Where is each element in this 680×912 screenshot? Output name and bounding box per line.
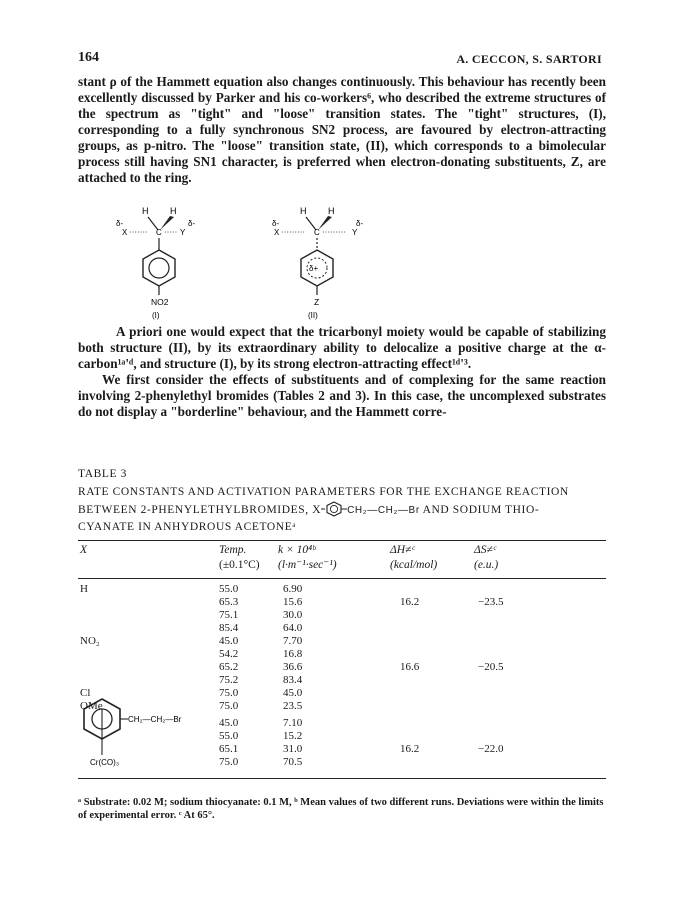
paragraph-2b: We first consider the effects of substituents and of complexing for the same reaction involving 2-phenylethyl bromides (Tables 2 and 3). In this case, the uncomplexed substrates do not display a "borderline" behaviour, and the Hammett corre-	[78, 372, 606, 419]
table-cell-ds: −22.0	[478, 743, 504, 755]
paragraph-1: stant ρ of the Hammett equation also changes continuously. This behaviour has recently been excellently discussed by Parker and his co-workers⁶, who described the extreme structures of the spectrum as "tight" and "loose" transition states. The "tight" structures, (I), corresponding to a fully synchronous SN2 process, are favoured by electron-attracting groups, as p-nitro. The "loose" transition state, (II), which corresponds to a bimolecular process still having SN1 character, is preferred when electron-donating substituents, Z, are attached to the ring.	[78, 74, 606, 185]
table-caption	[78, 484, 606, 536]
h-right: H	[328, 206, 335, 216]
table-cell-temp: 75.1	[219, 609, 239, 621]
structure-I	[108, 202, 218, 320]
header-x: X	[80, 544, 88, 556]
table-cell-temp: 55.0	[219, 583, 239, 595]
table-cell-k: 16.8	[283, 648, 303, 660]
table-bottom-rule	[78, 778, 606, 779]
footnote: ᵃ Substrate: 0.02 M; sodium thiocyanate: 0.1 M, ᵇ Mean values of two different runs. Deviations were within the limits of experimental error. ᶜ At 65°.	[78, 797, 604, 821]
h-left: H	[142, 206, 149, 216]
table-cell-x: Cl	[80, 687, 91, 699]
table-top-rule	[78, 540, 606, 541]
table-cell-temp: 45.0	[219, 635, 239, 647]
table-cell-k: 31.0	[283, 743, 303, 755]
substituent-z: Z	[314, 297, 320, 307]
table-cell-k: 6.90	[283, 583, 303, 595]
table-cell-dh: 16.2	[400, 743, 420, 755]
page-number: 164	[78, 50, 99, 65]
table-cell-temp: 65.1	[219, 743, 239, 755]
table-cell-temp: 55.0	[219, 730, 239, 742]
substituent-no2: NO2	[151, 297, 169, 307]
header-ds: ΔS≠ᶜ (e.u.)	[474, 544, 499, 571]
table-cell-k: 15.2	[283, 730, 303, 742]
caption-line-1: RATE CONSTANTS AND ACTIVATION PARAMETERS FOR THE EXCHANGE REACTION	[78, 486, 569, 498]
svg-text:·········: ·········	[281, 228, 305, 237]
table-header-rule	[78, 578, 606, 579]
h-right: H	[170, 206, 177, 216]
ring-charge: δ+	[309, 264, 319, 273]
c-atom: C	[314, 228, 320, 237]
table-cell-temp: 45.0	[219, 717, 239, 729]
y-atom: Y	[180, 228, 186, 237]
cr-co3-label: Cr(CO)₃	[90, 758, 120, 767]
caption-line-2a: BETWEEN 2-PHENYLETHYLBROMIDES, X	[78, 504, 322, 516]
table-cell-temp: 75.0	[219, 700, 239, 712]
svg-text:·····: ·····	[164, 228, 178, 237]
table-cell-dh: 16.6	[400, 661, 420, 673]
paragraph-2a: A priori one would expect that the tricarbonyl moiety would be capable of stabilizing both structure (II), by its extraordinary ability to delocalize a positive charge at the α-carbon¹ᵃ'ᵈ, and structure (I), by its strong electron-attracting effect¹ᵈ'³.	[78, 324, 606, 371]
benzene-ring-icon	[321, 501, 347, 517]
table-cell-ds: −20.5	[478, 661, 504, 673]
complex-chain-label: CH₂—CH₂—Br	[128, 715, 182, 724]
table-cell-k: 64.0	[283, 622, 303, 634]
delta-left: δ-	[272, 219, 280, 228]
svg-text:·········: ·········	[322, 228, 346, 237]
delta-left: δ-	[116, 219, 124, 228]
x-atom: X	[122, 228, 128, 237]
structure-label-I: (I)	[152, 311, 160, 320]
table-cell-x: H	[80, 583, 88, 595]
caption-line-2c: AND SODIUM THIO-	[422, 504, 540, 516]
header-temp: Temp. (±0.1°C)	[219, 544, 260, 571]
structure-II	[262, 202, 382, 320]
header-k: k × 10⁴ᵇ (l·m⁻¹·sec⁻¹)	[278, 544, 337, 571]
running-head: A. CECCON, S. SARTORI	[456, 52, 602, 66]
x-atom: X	[274, 228, 280, 237]
svg-text:·······: ·······	[129, 228, 148, 237]
table-cell-ds: −23.5	[478, 596, 504, 608]
table-cell-k: 83.4	[283, 674, 303, 686]
table-cell-x: NO₂	[80, 635, 100, 647]
table-cell-temp: 75.0	[219, 687, 239, 699]
table-cell-k: 7.10	[283, 717, 303, 729]
caption-line-2b: CH₂—CH₂—Br	[347, 505, 420, 516]
h-left: H	[300, 206, 307, 216]
table-cell-x: OMe	[80, 700, 103, 712]
c-atom: C	[156, 228, 162, 237]
table-cell-k: 36.6	[283, 661, 303, 673]
table-cell-dh: 16.2	[400, 596, 420, 608]
caption-line-3: CYANATE IN ANHYDROUS ACETONEᵃ	[78, 521, 297, 533]
structure-label-II: (II)	[308, 311, 318, 320]
table-cell-k: 45.0	[283, 687, 303, 699]
y-atom: Y	[352, 228, 358, 237]
table-cell-temp: 54.2	[219, 648, 239, 660]
delta-right: δ-	[188, 219, 196, 228]
caption-line-2	[78, 501, 606, 519]
header-dh: ΔH≠ᶜ (kcal/mol)	[390, 544, 438, 571]
table-cell-k: 70.5	[283, 756, 303, 768]
table-cell-temp: 75.2	[219, 674, 239, 686]
table-cell-temp: 65.2	[219, 661, 239, 673]
table-cell-k: 23.5	[283, 700, 303, 712]
delta-right: δ-	[356, 219, 364, 228]
table-cell-k: 30.0	[283, 609, 303, 621]
table-label: TABLE 3	[78, 468, 127, 480]
table-cell-temp: 85.4	[219, 622, 239, 634]
table-cell-k: 7.70	[283, 635, 303, 647]
table-cell-k: 15.6	[283, 596, 303, 608]
table-cell-temp: 75.0	[219, 756, 239, 768]
paragraph-2	[78, 324, 606, 420]
table-cell-temp: 65.3	[219, 596, 239, 608]
